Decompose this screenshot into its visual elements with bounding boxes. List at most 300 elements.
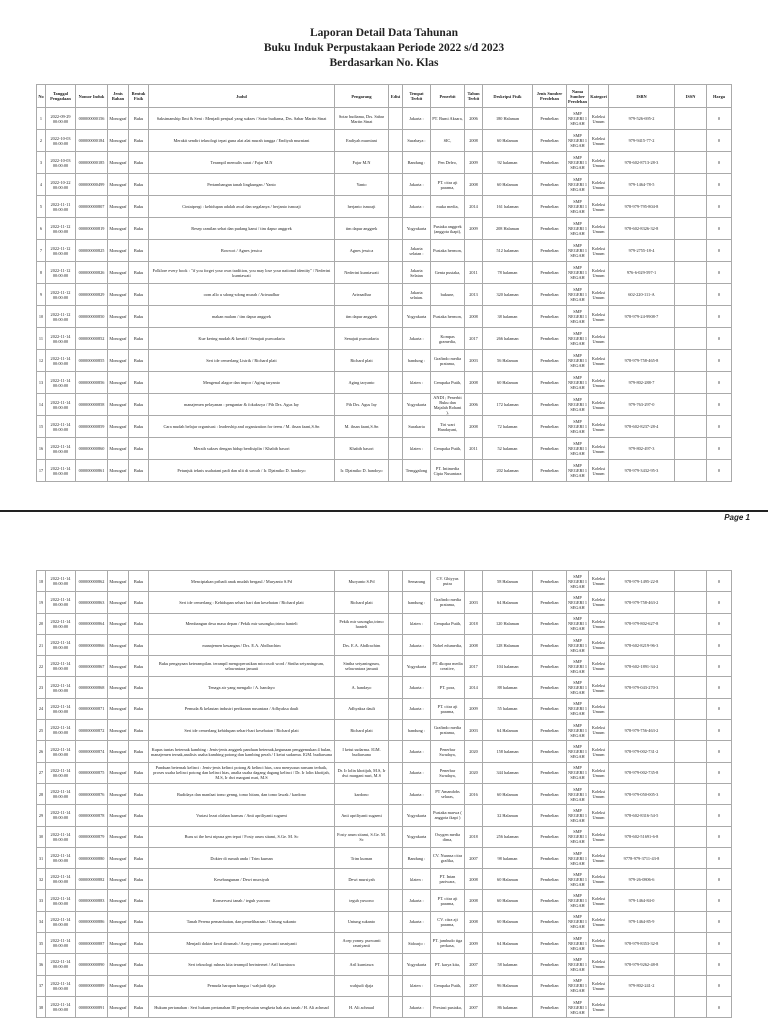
table-cell: Kupas tuntas beternak kambing : Jenis-jenis anggrek panduan beternak,kegunaan penggemukan 4 bulan, manajemen ternak,analisis usaha kambing potong dan kambing perah / I ketut sudarma. IGM. budiarsana xyxy=(149,741,335,762)
table-cell: 2022-11-14 00:00:00 xyxy=(46,847,76,868)
table-row xyxy=(37,108,732,130)
table-cell: Koleksi Umum xyxy=(589,174,609,196)
table-cell: SMP NEGERI 1 SEGAH xyxy=(567,262,589,284)
table-cell: SMP NEGERI 1 SEGAH xyxy=(567,698,589,719)
table-cell: tim dapur anggrek xyxy=(335,218,389,240)
table-cell: Untung sukanto xyxy=(335,911,389,932)
table-cell: Koleksi Umum xyxy=(589,328,609,350)
table-cell: 2022-11-14 00:00:00 xyxy=(46,805,76,826)
table-cell: 2022-11-14 00:00:00 xyxy=(46,869,76,890)
table-cell: Koleksi Umum xyxy=(589,262,609,284)
table-cell: Yogyakarta xyxy=(403,805,431,826)
table-row xyxy=(37,416,732,438)
column-header: Deskripsi Fisik xyxy=(483,85,533,108)
table-cell: Grafindo media pratama, xyxy=(431,592,465,613)
table-cell xyxy=(389,954,403,975)
table-cell xyxy=(675,698,707,719)
table-cell: Khabib basori xyxy=(335,438,389,460)
table-cell: 6 xyxy=(37,218,46,240)
table-cell xyxy=(389,677,403,698)
table-cell: 979-526-695-2 xyxy=(609,108,675,130)
table-cell xyxy=(675,284,707,306)
table-cell: Pertambangan tanah lingkungan / Yanto xyxy=(149,174,335,196)
column-header: Penerbit xyxy=(431,85,465,108)
table-cell xyxy=(389,890,403,911)
table-cell: 2022-11-14 00:00:00 xyxy=(46,372,76,394)
table-cell: 3 xyxy=(37,152,46,174)
table-cell: Aging taryanto xyxy=(335,372,389,394)
table-cell xyxy=(675,762,707,783)
table-cell: Buku xyxy=(129,262,149,284)
table-cell: Buku xyxy=(129,592,149,613)
table-cell: 2022-11-14 00:00:00 xyxy=(46,741,76,762)
table-cell: Buku xyxy=(129,130,149,152)
table-cell: teguh yuwono xyxy=(335,890,389,911)
table-cell xyxy=(675,933,707,954)
table-cell: Monograf xyxy=(108,328,129,350)
table-cell: 0 xyxy=(707,174,732,196)
table-cell: 24 xyxy=(37,698,46,719)
table-cell xyxy=(675,783,707,804)
table-cell: SMP NEGERI 1 SEGAH xyxy=(567,869,589,890)
table-cell: 32 Halaman xyxy=(483,805,533,826)
table-cell: 0 xyxy=(707,975,732,996)
table-cell: Jakarta selatan. xyxy=(403,284,431,306)
table-row xyxy=(37,394,732,416)
table-cell: SMP NEGERI 1 SEGAH xyxy=(567,328,589,350)
table-cell: Jakarta selatan : xyxy=(403,240,431,262)
table-cell: 000000000852 xyxy=(76,328,108,350)
table-cell: Monograf xyxy=(108,592,129,613)
table-cell: Jakarta : xyxy=(403,174,431,196)
table-cell: 2022-11-14 00:00:00 xyxy=(46,350,76,372)
table-cell: 172 halaman xyxy=(483,394,533,416)
table-cell: SMP NEGERI 1 SEGAH xyxy=(567,720,589,741)
table-cell: 2009 xyxy=(465,218,483,240)
table-cell: Jakarta : xyxy=(403,196,431,218)
table-cell: Yogyakarta xyxy=(403,218,431,240)
table-cell: SMP NEGERI 1 SEGAH xyxy=(567,613,589,634)
table-cell xyxy=(389,762,403,783)
table-cell: Pustaka anggrek (anggota ikapi), xyxy=(431,218,465,240)
table-cell xyxy=(389,783,403,804)
table-cell: SMP NEGERI 1 SEGAH xyxy=(567,677,589,698)
table-cell: PT. Intan pariwara, xyxy=(431,869,465,890)
table-cell xyxy=(389,218,403,240)
table-cell: Seri ide cemerlang kehidupan sehari-hari kesehatan / Richard platt xyxy=(149,720,335,741)
table-cell: Pembelian xyxy=(533,394,567,416)
table-cell xyxy=(675,174,707,196)
table-cell: 2022-11-14 00:00:00 xyxy=(46,416,76,438)
table-cell xyxy=(389,933,403,954)
table-cell: 2022-10-22 00:00:00 xyxy=(46,174,76,196)
table-cell: Terampil memulis surat / Fajar M.N xyxy=(149,152,335,174)
table-cell: Pembelian xyxy=(533,284,567,306)
table-cell: 58 halaman xyxy=(483,954,533,975)
table-cell: 0 xyxy=(707,762,732,783)
table-cell: SMP NEGERI 1 SEGAH xyxy=(567,933,589,954)
table-cell: Monograf xyxy=(108,805,129,826)
table-cell: 2022-11-14 00:00:00 xyxy=(46,328,76,350)
table-cell: 000000000864 xyxy=(76,613,108,634)
table-cell: Koleksi Umum xyxy=(589,656,609,677)
table-cell: Monograf xyxy=(108,350,129,372)
table-cell xyxy=(675,720,707,741)
table-cell: 2007 xyxy=(465,847,483,868)
table-body xyxy=(37,571,732,1018)
table-cell: 256 halaman xyxy=(483,826,533,847)
table-cell: Cempaka Putih, xyxy=(431,438,465,460)
table-cell: Petunjuk teknis usahatani padi dan ulit di sawah / Ir. Djatmiko D. handoyo xyxy=(149,460,335,482)
table-cell xyxy=(389,720,403,741)
table-cell: 2008 xyxy=(465,890,483,911)
table-cell: Koleksi Umum xyxy=(589,826,609,847)
table-cell: 2006 xyxy=(465,394,483,416)
table-cell: Buku xyxy=(129,350,149,372)
table-cell: 64 Halaman xyxy=(483,720,533,741)
table-cell: Koleksi Umum xyxy=(589,152,609,174)
table-cell: 60 Halaman xyxy=(483,911,533,932)
table-cell: 60 Halaman xyxy=(483,783,533,804)
report-title-block xyxy=(0,0,768,71)
table-cell: 000000000871 xyxy=(76,698,108,719)
table-cell: 000000000825 xyxy=(76,240,108,262)
table-cell: Buku xyxy=(129,720,149,741)
table-cell: Koleksi Umum xyxy=(589,911,609,932)
table-cell: muka media, xyxy=(431,196,465,218)
table-cell: oom allo u sdong-sdong murah / Arieaadhar xyxy=(149,284,335,306)
table-row xyxy=(37,762,732,783)
table-cell: Fajar M.N xyxy=(335,152,389,174)
table-cell: Acep yonny. purwanti rasniyanti xyxy=(335,933,389,954)
table-cell: Buku xyxy=(129,108,149,130)
table-cell: 0 xyxy=(707,847,732,868)
table-cell: 000000000872 xyxy=(76,720,108,741)
table-cell: Aril kurniawa xyxy=(335,954,389,975)
table-cell: Monograf xyxy=(108,847,129,868)
table-cell xyxy=(675,571,707,592)
table-cell: 52 halaman xyxy=(483,438,533,460)
table-cell: 2008 xyxy=(465,634,483,655)
table-cell: 000000000829 xyxy=(76,284,108,306)
table-row xyxy=(37,592,732,613)
table-cell: Konservasi tanah / teguh yuwono xyxy=(149,890,335,911)
table-cell: Buku xyxy=(129,306,149,328)
table-cell: klaten : xyxy=(403,975,431,996)
table-cell: Buku xyxy=(129,196,149,218)
table-cell: Adhyaksa dault xyxy=(335,698,389,719)
table-cell: Budidaya dan manfaat tomo genng, tomo hitam, dan tomo lawak / kardono xyxy=(149,783,335,804)
table-cell: Pembelian xyxy=(533,720,567,741)
table-cell: 0 xyxy=(707,218,732,240)
table-cell xyxy=(389,306,403,328)
table-cell: Pembelian xyxy=(533,152,567,174)
table-cell: 0 xyxy=(707,996,732,1017)
table-cell: Pembelian xyxy=(533,826,567,847)
table-cell: 2022-10-03 00:00:00 xyxy=(46,152,76,174)
table-cell: 0 xyxy=(707,130,732,152)
table-cell: 2020 xyxy=(465,762,483,783)
table-cell: 0 xyxy=(707,741,732,762)
table-cell: 0 xyxy=(707,438,732,460)
table-cell: Tiri wari Handayani, xyxy=(431,416,465,438)
table-cell: Cempaka Putih, xyxy=(431,975,465,996)
table-cell: 0 xyxy=(707,108,732,130)
table-cell: 978-602-8326-32-8 xyxy=(609,218,675,240)
table-cell xyxy=(675,975,707,996)
table-cell: Pembelian xyxy=(533,328,567,350)
table-cell xyxy=(389,438,403,460)
table-cell: PT. jambudo tiga perkasa, xyxy=(431,933,465,954)
table-row xyxy=(37,634,732,655)
table-cell: Nobel edumedia, xyxy=(431,634,465,655)
table-cell xyxy=(675,677,707,698)
table-cell: Buku xyxy=(129,284,149,306)
table-cell: 978-979-756-463-2 xyxy=(609,720,675,741)
table-cell: Monograf xyxy=(108,698,129,719)
table-cell: Drs. E.A. Abdlrachim xyxy=(335,634,389,655)
table-cell: 161 halaman xyxy=(483,196,533,218)
table-cell: 0 xyxy=(707,196,732,218)
table-cell: Koleksi Umum xyxy=(589,394,609,416)
table-cell xyxy=(609,996,675,1017)
table-cell: Hukum pertanahan : Seri hukum pertanahan III penyelesaian sengketa hak atas tanah / H. Ali achmad xyxy=(149,996,335,1017)
table-cell: 978-979-802-627-8 xyxy=(609,613,675,634)
table-cell: Buku xyxy=(129,416,149,438)
table-cell: Pembelian xyxy=(533,174,567,196)
table-cell: bukune, xyxy=(431,284,465,306)
table-cell xyxy=(675,826,707,847)
table-cell: 000000000855 xyxy=(76,350,108,372)
table-cell: 2022-11-14 00:00:00 xyxy=(46,698,76,719)
table-cell: klaten : xyxy=(403,613,431,634)
table-cell xyxy=(389,613,403,634)
table-cell: 979-26-0806-6 xyxy=(609,869,675,890)
table-cell: 2022-10-03 00:00:00 xyxy=(46,130,76,152)
table-cell: Resep camilan sehat dan pudang kami / tim dapur anggrek xyxy=(149,218,335,240)
table-cell: 978-979-002-735-8 xyxy=(609,762,675,783)
table-cell: 000000000184 xyxy=(76,130,108,152)
table-cell: 978-602-1891-34-2 xyxy=(609,656,675,677)
table-cell: 2003 xyxy=(465,592,483,613)
table-cell: Monograf xyxy=(108,720,129,741)
table-cell xyxy=(675,996,707,1017)
table-cell: bandung : xyxy=(403,592,431,613)
table-cell: Monograf xyxy=(108,996,129,1017)
table-cell: 000000000819 xyxy=(76,218,108,240)
table-cell: Koleksi Umum xyxy=(589,460,609,482)
table-cell: 978-979-795-804-8 xyxy=(609,196,675,218)
table-cell: 0 xyxy=(707,328,732,350)
table-cell: Buku xyxy=(129,911,149,932)
table-cell: 0 xyxy=(707,284,732,306)
table-row xyxy=(37,152,732,174)
table-cell: 2008 xyxy=(465,174,483,196)
table-cell: 978-979-050-005-3 xyxy=(609,783,675,804)
column-header: Nomor Induk xyxy=(76,85,108,108)
table-cell: 2007 xyxy=(465,996,483,1017)
table-cell: Buku pengayaan keterampilan. terampil mengoperasikan microsoft word / Sintha setyaningrum, selawantara januati xyxy=(149,656,335,677)
table-cell: Jakarta : xyxy=(403,634,431,655)
table-cell: SMP NEGERI 1 SEGAH xyxy=(567,240,589,262)
table-cell: 0 xyxy=(707,306,732,328)
table-cell: bandung : xyxy=(403,720,431,741)
table-cell: Pembelian xyxy=(533,933,567,954)
table-cell: 2016 xyxy=(465,783,483,804)
table-cell: Sotar budiama, Drs. Sabar Martin Sinat xyxy=(335,108,389,130)
table-cell: 2009 xyxy=(465,698,483,719)
table-cell: Pih Drs. Agus Iay xyxy=(335,394,389,416)
table-cell xyxy=(675,847,707,868)
table-cell: Jakarta : xyxy=(403,677,431,698)
column-header: ISBN xyxy=(609,85,675,108)
table-cell: 0 xyxy=(707,698,732,719)
table-cell: Monograf xyxy=(108,460,129,482)
table-cell: 2020 xyxy=(465,741,483,762)
table-cell: 2022-11-14 00:00:00 xyxy=(46,460,76,482)
table-cell: Dr. Ir lolin khotijah, M.S, Ir dwi margani nuri, M.S xyxy=(335,762,389,783)
table-cell xyxy=(389,196,403,218)
table-cell: 2008 xyxy=(465,130,483,152)
table-cell: H. Ali achmad xyxy=(335,996,389,1017)
table-cell: 2022-11-12 00:00:00 xyxy=(46,218,76,240)
table-cell: SMP NEGERI 1 SEGAH xyxy=(567,284,589,306)
table-cell xyxy=(389,741,403,762)
table-cell: 20 xyxy=(37,613,46,634)
table-cell: Mengenal alagoe dan impor / Aging taryanto xyxy=(149,372,335,394)
table-cell: Jakarta : xyxy=(403,911,431,932)
table-cell: SMP NEGERI 1 SEGAH xyxy=(567,634,589,655)
table-cell: 978-979-758-465-8 xyxy=(609,350,675,372)
table-cell: Seri ide cemerlang : Kehidupan sehari hari dan kesehatan / Richard platt xyxy=(149,592,335,613)
table-cell: 978-979-002-731-2 xyxy=(609,741,675,762)
table-cell: 2006 xyxy=(465,108,483,130)
table-cell: Buku xyxy=(129,954,149,975)
table-cell: 2022-11-14 00:00:00 xyxy=(46,933,76,954)
table-row xyxy=(37,996,732,1017)
table-cell: 979-1464-78-5 xyxy=(609,174,675,196)
table-cell xyxy=(389,869,403,890)
table-row xyxy=(37,975,732,996)
table-cell: 979-9415-77-2 xyxy=(609,130,675,152)
table-cell: Monograf xyxy=(108,656,129,677)
table-cell: Pembelian xyxy=(533,677,567,698)
table-cell xyxy=(675,240,707,262)
table-cell: 979-802-288-7 xyxy=(609,372,675,394)
table-cell xyxy=(389,108,403,130)
table-cell: Koleksi Umum xyxy=(589,954,609,975)
table-cell: 0 xyxy=(707,826,732,847)
table-cell: Variasi lezat olahan harmas / Anti apriliyanti sugaeni xyxy=(149,805,335,826)
table-cell: 0 xyxy=(707,890,732,911)
report-subtitle: Buku Induk Perpustakaan Periode 2022 s/d 2023 xyxy=(263,42,505,54)
table-cell: SMP NEGERI 1 SEGAH xyxy=(567,571,589,592)
table-cell: Buku xyxy=(129,438,149,460)
table-cell: 28 xyxy=(37,783,46,804)
table-cell: Monograf xyxy=(108,372,129,394)
table-cell: 22 xyxy=(37,656,46,677)
table-cell: 15 xyxy=(37,416,46,438)
table-cell: Buku xyxy=(129,890,149,911)
table-cell: Koleksi Umum xyxy=(589,720,609,741)
table-cell: 0 xyxy=(707,634,732,655)
table-cell: Pembelian xyxy=(533,438,567,460)
table-cell: Surakarta xyxy=(403,416,431,438)
table-cell: 0 xyxy=(707,350,732,372)
table-cell: SMP NEGERI 1 SEGAH xyxy=(567,996,589,1017)
table-cell: Nederini kurniawati xyxy=(335,262,389,284)
table-cell: 14 xyxy=(37,394,46,416)
table-cell: Pembelian xyxy=(533,783,567,804)
table-cell: 978-602-8316-54-5 xyxy=(609,805,675,826)
table-cell: Pembelian xyxy=(533,634,567,655)
table-cell xyxy=(675,196,707,218)
table-cell: Koleksi Umum xyxy=(589,108,609,130)
table-cell: Monograf xyxy=(108,677,129,698)
table-cell: kardono xyxy=(335,783,389,804)
table-cell: Buku xyxy=(129,933,149,954)
table-cell: 33 xyxy=(37,890,46,911)
table-cell: 0 xyxy=(707,592,732,613)
table-cell: 2008 xyxy=(465,372,483,394)
table-cell: SMP NEGERI 1 SEGAH xyxy=(567,372,589,394)
table-cell: 978-979-9262-48-8 xyxy=(609,954,675,975)
table-cell: Folklore every book : "if you forget your own tradition, you may lose your national identity" / Nederini kurniawati xyxy=(149,262,335,284)
table-cell xyxy=(389,460,403,482)
table-row xyxy=(37,218,732,240)
table-cell: herjanto ismoaji xyxy=(335,196,389,218)
table-cell: 979-802-241-2 xyxy=(609,975,675,996)
table-cell: 000000000860 xyxy=(76,438,108,460)
table-cell: SMP NEGERI 1 SEGAH xyxy=(567,350,589,372)
table-cell: 2003 xyxy=(465,720,483,741)
table-cell: 266 halaman xyxy=(483,328,533,350)
table-cell: 000000000859 xyxy=(76,416,108,438)
table-cell: 978-602-8237-28-4 xyxy=(609,416,675,438)
table-cell: Monograf xyxy=(108,284,129,306)
table-cell: Buku xyxy=(129,460,149,482)
table-cell: Cintaipergi : kehidupan adalah awal dan segalanya / herjanto ismoaji xyxy=(149,196,335,218)
table-cell: Buku xyxy=(129,240,149,262)
table-cell: 2009 xyxy=(465,152,483,174)
table-cell: Monograf xyxy=(108,869,129,890)
table-cell: 10 xyxy=(37,306,46,328)
table-cell xyxy=(675,656,707,677)
table-cell: Jakarta : xyxy=(403,762,431,783)
table-cell: 17 xyxy=(37,460,46,482)
table-cell: 2022-11-14 00:00:00 xyxy=(46,783,76,804)
table-cell: 72 halaman xyxy=(483,416,533,438)
column-header: Pengarang xyxy=(335,85,389,108)
table-cell: Koleksi Umum xyxy=(589,416,609,438)
table-cell: tim dapur anggrek xyxy=(335,306,389,328)
table-cell: 56 Halaman xyxy=(483,350,533,372)
table-cell: Koleksi Umum xyxy=(589,847,609,868)
table-cell: 27 xyxy=(37,762,46,783)
table-cell: Monograf xyxy=(108,240,129,262)
table-cell: 2022-11-14 00:00:00 xyxy=(46,394,76,416)
table-cell xyxy=(389,262,403,284)
table-cell: Yogyakarta xyxy=(403,306,431,328)
table-cell: 2022-11-14 00:00:00 xyxy=(46,890,76,911)
table-cell xyxy=(675,328,707,350)
table-cell: Monograf xyxy=(108,394,129,416)
table-cell: 000000000886 xyxy=(76,911,108,932)
table-cell: Koleksi Umum xyxy=(589,350,609,372)
table-cell: Pembelian xyxy=(533,416,567,438)
table-cell: Buku xyxy=(129,869,149,890)
table-cell: Sidoarjo : xyxy=(403,933,431,954)
